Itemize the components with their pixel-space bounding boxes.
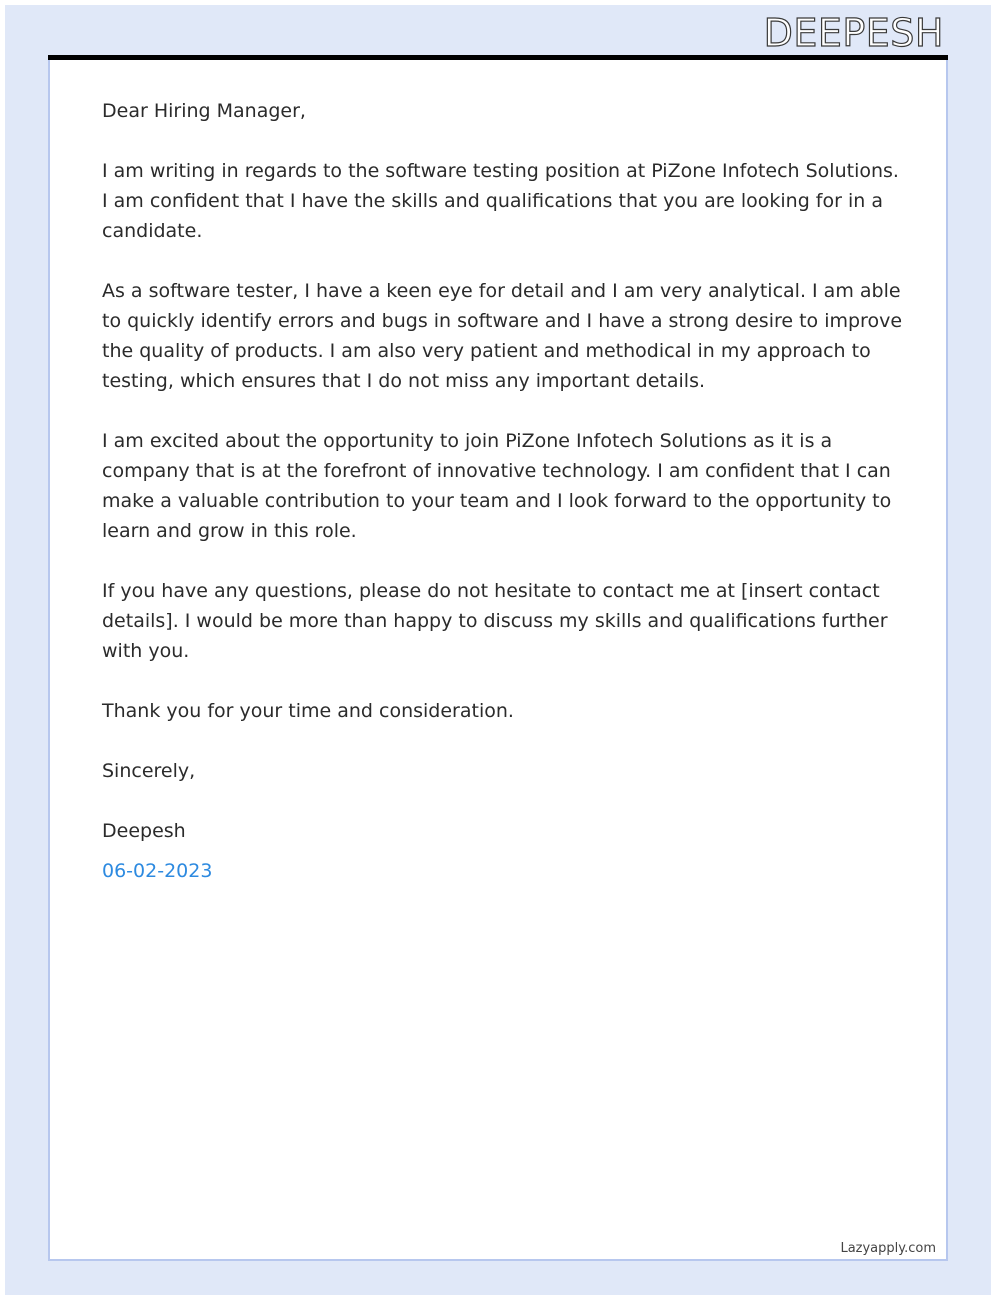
- brand-name: DEEPESH: [763, 11, 944, 55]
- letter-date: 06-02-2023: [102, 860, 213, 882]
- closing: Sincerely,: [102, 760, 196, 782]
- paragraph: I am excited about the opportunity to join PiZone Infotech Solutions as it is a company that is at the forefront of innovative technology. I am confident that I can make a valuable contribution to your team and I look forward to the opportunity to learn and grow in this role.: [102, 430, 892, 542]
- signature-name: Deepesh: [102, 820, 186, 842]
- letter-body: [102, 96, 902, 886]
- paragraph: I am writing in regards to the software testing position at PiZone Infotech Solutions. I am confident that I have the skills and qualifications that you are looking for in a candidate.: [102, 160, 899, 242]
- paragraph: As a software tester, I have a keen eye for detail and I am very analytical. I am able to quickly identify errors and bugs in software and I have a strong desire to improve the quality of products. I am also very patient and methodical in my approach to testing, which ensures that I do not miss any important details.: [102, 280, 903, 392]
- letter-sheet: [48, 60, 948, 1261]
- paragraph: If you have any questions, please do not hesitate to contact me at [insert contact details]. I would be more than happy to discuss my skills and qualifications further with you.: [102, 580, 888, 662]
- paragraph: Thank you for your time and consideration.: [102, 700, 514, 722]
- footer-watermark: Lazyapply.com: [840, 1241, 936, 1256]
- salutation: Dear Hiring Manager,: [102, 100, 306, 122]
